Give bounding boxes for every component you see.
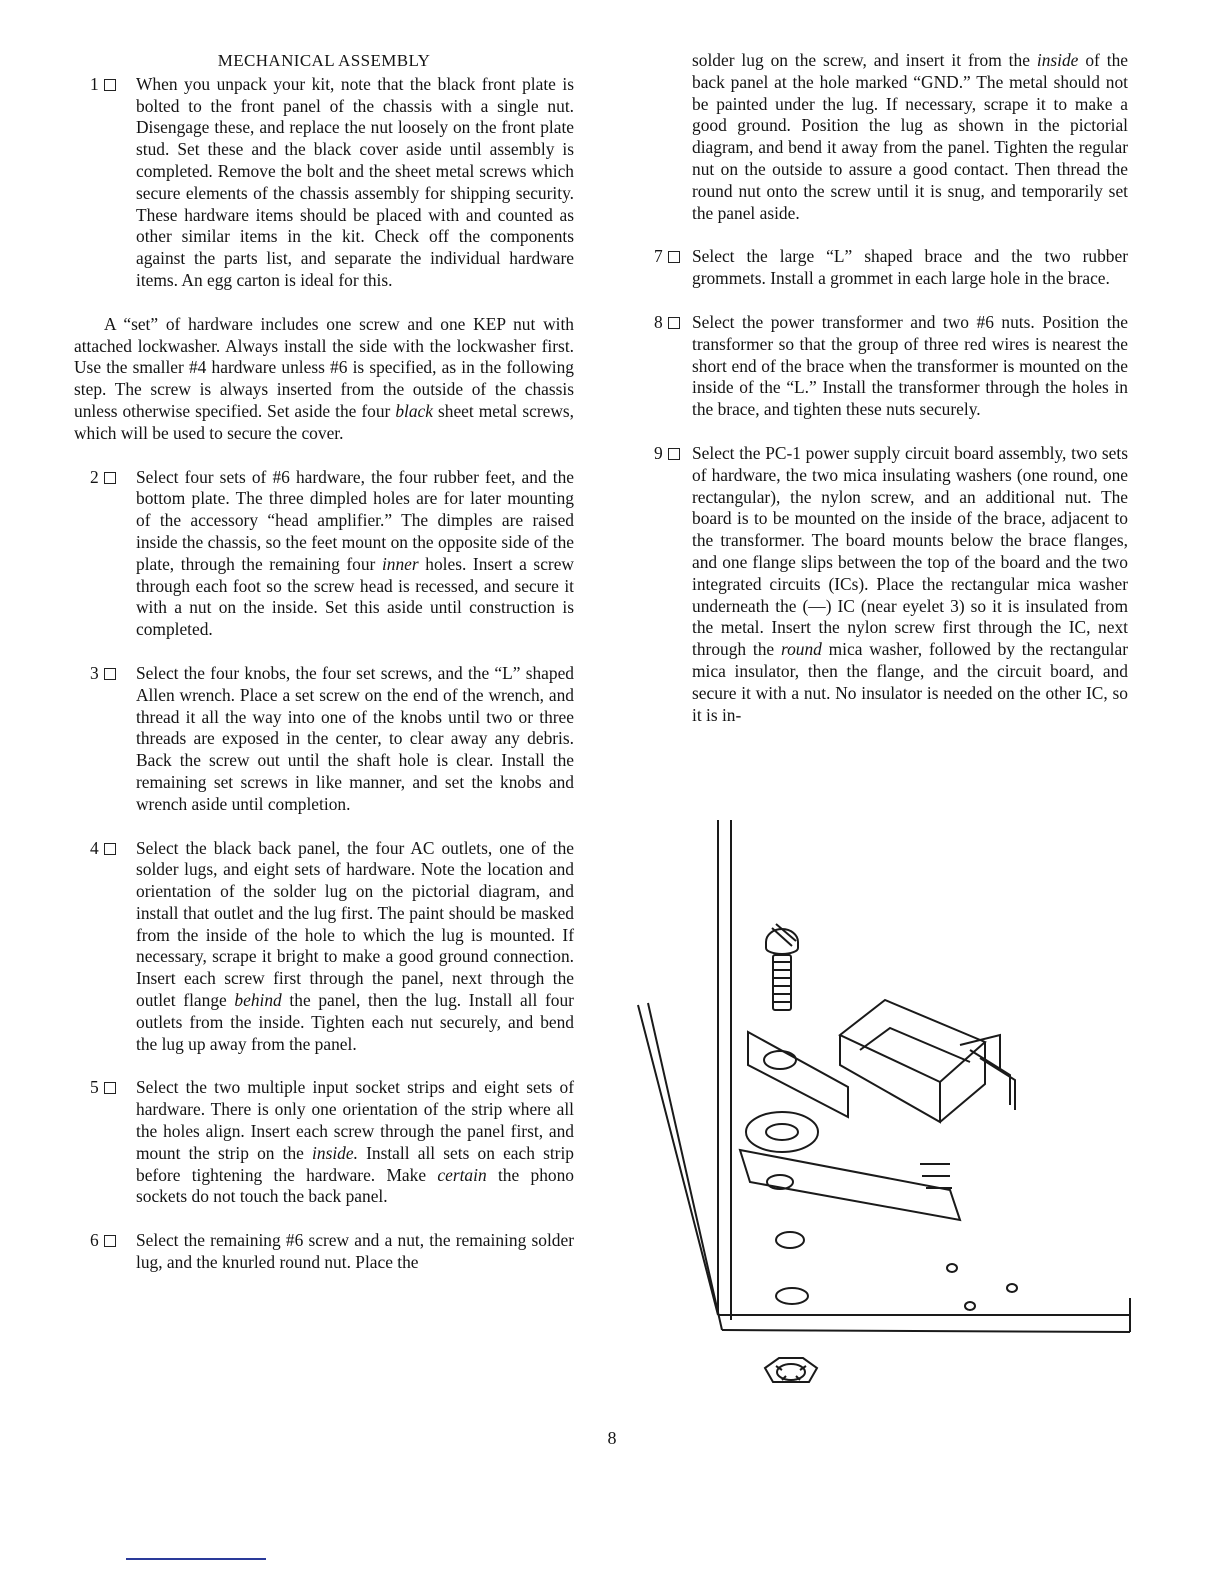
step-1-text: When you unpack your kit, note that the black front plate is bolted to the front panel of the chassis with a single nut. Disengage these, and replace the nut loosely on the front plate stud. Set these and the black cover aside until assembly is completed. Remove the bolt and the sheet metal screws which secure elements of the chassis assembly for shipping security. These hardware items should be placed with and counted as other similar items in the kit. Check off the components against the parts list, and separate the individual hardware items. An egg carton is ideal for this. xyxy=(136,73,574,290)
step-6-num-text: 6 xyxy=(90,1230,99,1251)
step-2-text-a: Select four sets of #6 hardware, the four rubber feet, and the bottom plate. The three dimpled holes are for later mounting of the accessory “head amplifier.” The dimples are raised inside the chassis, so the feet mount on the opposite side of the plate, through the remaining four xyxy=(136,466,574,574)
step-4-number xyxy=(90,838,134,860)
checkbox-5[interactable] xyxy=(104,1082,116,1094)
step-9-number xyxy=(654,443,698,465)
step-8-text: Select the power transformer and two #6 nuts. Position the transformer so that the group of three red wires is nearest the short end of the brace when the transformer is mounted on the inside of the “L.” Install the transformer through the holes in the brace, and tighten these nuts securely. xyxy=(692,311,1128,420)
step-7-text: Select the large “L” shaped brace and the two rubber grommets. Install a grommet in each large hole in the brace. xyxy=(692,246,1128,289)
footer-line xyxy=(126,1558,266,1560)
page-number: 8 xyxy=(607,1428,617,1448)
checkbox-9[interactable] xyxy=(668,448,680,460)
step-1 xyxy=(74,74,574,292)
step-8-number xyxy=(654,312,698,334)
section-heading: MECHANICAL ASSEMBLY xyxy=(217,51,431,70)
mounting-diagram xyxy=(630,820,1140,1410)
step-9-num-text: 9 xyxy=(654,442,663,463)
step-9-text-b: mica washer, followed by the rectangular mica insulator, then the flange, and the circuit board, and secure it with a nut. No insulator is needed on the other IC, so it is in- xyxy=(692,639,1129,725)
step-7 xyxy=(654,246,1128,290)
step-2-num-text: 2 xyxy=(90,466,99,487)
step-6-cont-em: inside xyxy=(1036,50,1079,70)
step-5-text-a: Select the two multiple input socket strips and eight sets of hardware. There is only one orientation of the strip where all the holes align. Insert each screw through the panel first, and mount the strip on the xyxy=(136,1077,574,1163)
step-9 xyxy=(654,443,1128,726)
brace-holes xyxy=(776,1232,1017,1310)
step-5-em-2: certain xyxy=(437,1164,487,1185)
step-6-number xyxy=(90,1230,134,1252)
ic-flange xyxy=(748,1032,848,1117)
step-5 xyxy=(74,1077,574,1208)
step-4-text-b: the panel, then the lug. Install all four outlets from the inside. Tighten each nut securely, and bend the lug up away from the panel. xyxy=(136,990,574,1054)
checkbox-1[interactable] xyxy=(104,79,116,91)
step-6-continued xyxy=(692,50,1128,224)
checkbox-7[interactable] xyxy=(668,251,680,263)
step-1-num-text: 1 xyxy=(90,73,99,94)
step-3-num-text: 3 xyxy=(90,662,99,683)
step-6 xyxy=(74,1230,574,1274)
step-5-text-c: the phono sockets do not touch the back panel. xyxy=(136,1164,574,1207)
checkbox-8[interactable] xyxy=(668,317,680,329)
step-7-number xyxy=(654,246,698,268)
checkbox-3[interactable] xyxy=(104,668,116,680)
step-4-num-text: 4 xyxy=(90,837,99,858)
step-5-em-1: inside. xyxy=(312,1142,358,1163)
step-2-em: inner xyxy=(381,553,419,574)
checkbox-2[interactable] xyxy=(104,472,116,484)
step-6-cont-b: of the back panel at the hole marked “GND.” The metal should not be painted under the lug. If necessary, scrape it to make a good ground. Position the lug as shown in the pictorial diagram, and bend it away from the panel. Tighten the regular nut on the outside to assure a good contact. Then thread the round nut onto the screw until it is snug, and temporarily set the panel aside. xyxy=(692,50,1128,223)
step-2-number xyxy=(90,467,134,489)
step-8-num-text: 8 xyxy=(654,311,663,332)
checkbox-6[interactable] xyxy=(104,1235,116,1247)
step-2-text-b: holes. Insert a screw through each foot so the screw head is recessed, and secure it with a nut on the inside. Set this aside until construction is completed. xyxy=(136,553,574,640)
step-5-number xyxy=(90,1077,134,1099)
brace-outline xyxy=(638,820,1130,1332)
step-3-text: Select the four knobs, the four set screws, and the “L” shaped Allen wrench. Place a set screw on the end of the wrench, and thread it all the way into one of the knobs until two or three threads are exposed in the center, to clear away any debris. Back the screw out until the shaft hole is clear. Install the remaining set screws in like manner, and set the knobs and wrench aside until completion. xyxy=(136,662,574,814)
nylon-screw xyxy=(766,924,798,1010)
left-column xyxy=(74,50,574,1296)
right-column xyxy=(654,50,1128,748)
step-2 xyxy=(74,467,574,641)
step-4-text-a: Select the black back panel, the four AC outlets, one of the solder lugs, and eight sets of hardware. Note the location and orientation of the solder lug on the pictorial diagram, and install that outlet and the lug first. The paint should be masked from the inside of the hole to which the lug is mounted. If necessary, scrape it bright to make a good ground connection. Insert each screw first through the panel, next through the outlet flange xyxy=(136,837,574,1011)
step-3 xyxy=(74,663,574,816)
step-4 xyxy=(74,838,574,1056)
set-para-b: sheet metal screws, which will be used to secure the cover. xyxy=(74,400,575,443)
ic-package xyxy=(840,1000,1015,1122)
round-mica-washer xyxy=(746,1112,818,1152)
step-9-text-a: Select the PC-1 power supply circuit board assembly, two sets of hardware, the two mica insulating washers (one round, one rectangular), the nylon screw, and an additional nut. The board is to be mounted on the inside of the brace, adjacent to the transformer. The board mounts below the brace flanges, and one flange slips between the top of the board and the two integrated circuits (ICs). Place the rectangular mica washer underneath the (—) IC (near eyelet 3) so it is insulated from the metal. Insert the nylon screw first through the IC, next through the xyxy=(692,442,1128,660)
kep-nut xyxy=(765,1358,817,1382)
step-6-text: Select the remaining #6 screw and a nut, the remaining solder lug, and the knurled round nut. Place the xyxy=(136,1230,574,1273)
step-3-number xyxy=(90,663,134,685)
set-para-a: A “set” of hardware includes one screw and one KEP nut with attached lockwasher. Always install the side with the lockwasher first. Use the smaller #4 hardware unless #6 is specified, as in the following step. The screw is always inserted from the outside of the chassis unless otherwise specified. Set aside the four xyxy=(74,313,574,421)
circuit-board xyxy=(740,1150,960,1220)
checkbox-4[interactable] xyxy=(104,843,116,855)
hardware-set-paragraph xyxy=(74,314,574,445)
step-4-em: behind xyxy=(234,990,282,1011)
step-5-text-b: Install all sets on each strip before tightening the hardware. Make xyxy=(136,1142,574,1185)
step-9-em: round xyxy=(780,639,822,660)
set-para-em: black xyxy=(395,400,433,421)
step-1-number xyxy=(90,74,134,96)
step-8 xyxy=(654,312,1128,421)
step-7-num-text: 7 xyxy=(654,246,663,267)
step-6-cont-a: solder lug on the screw, and insert it from the xyxy=(692,50,1037,70)
step-5-num-text: 5 xyxy=(90,1077,99,1098)
